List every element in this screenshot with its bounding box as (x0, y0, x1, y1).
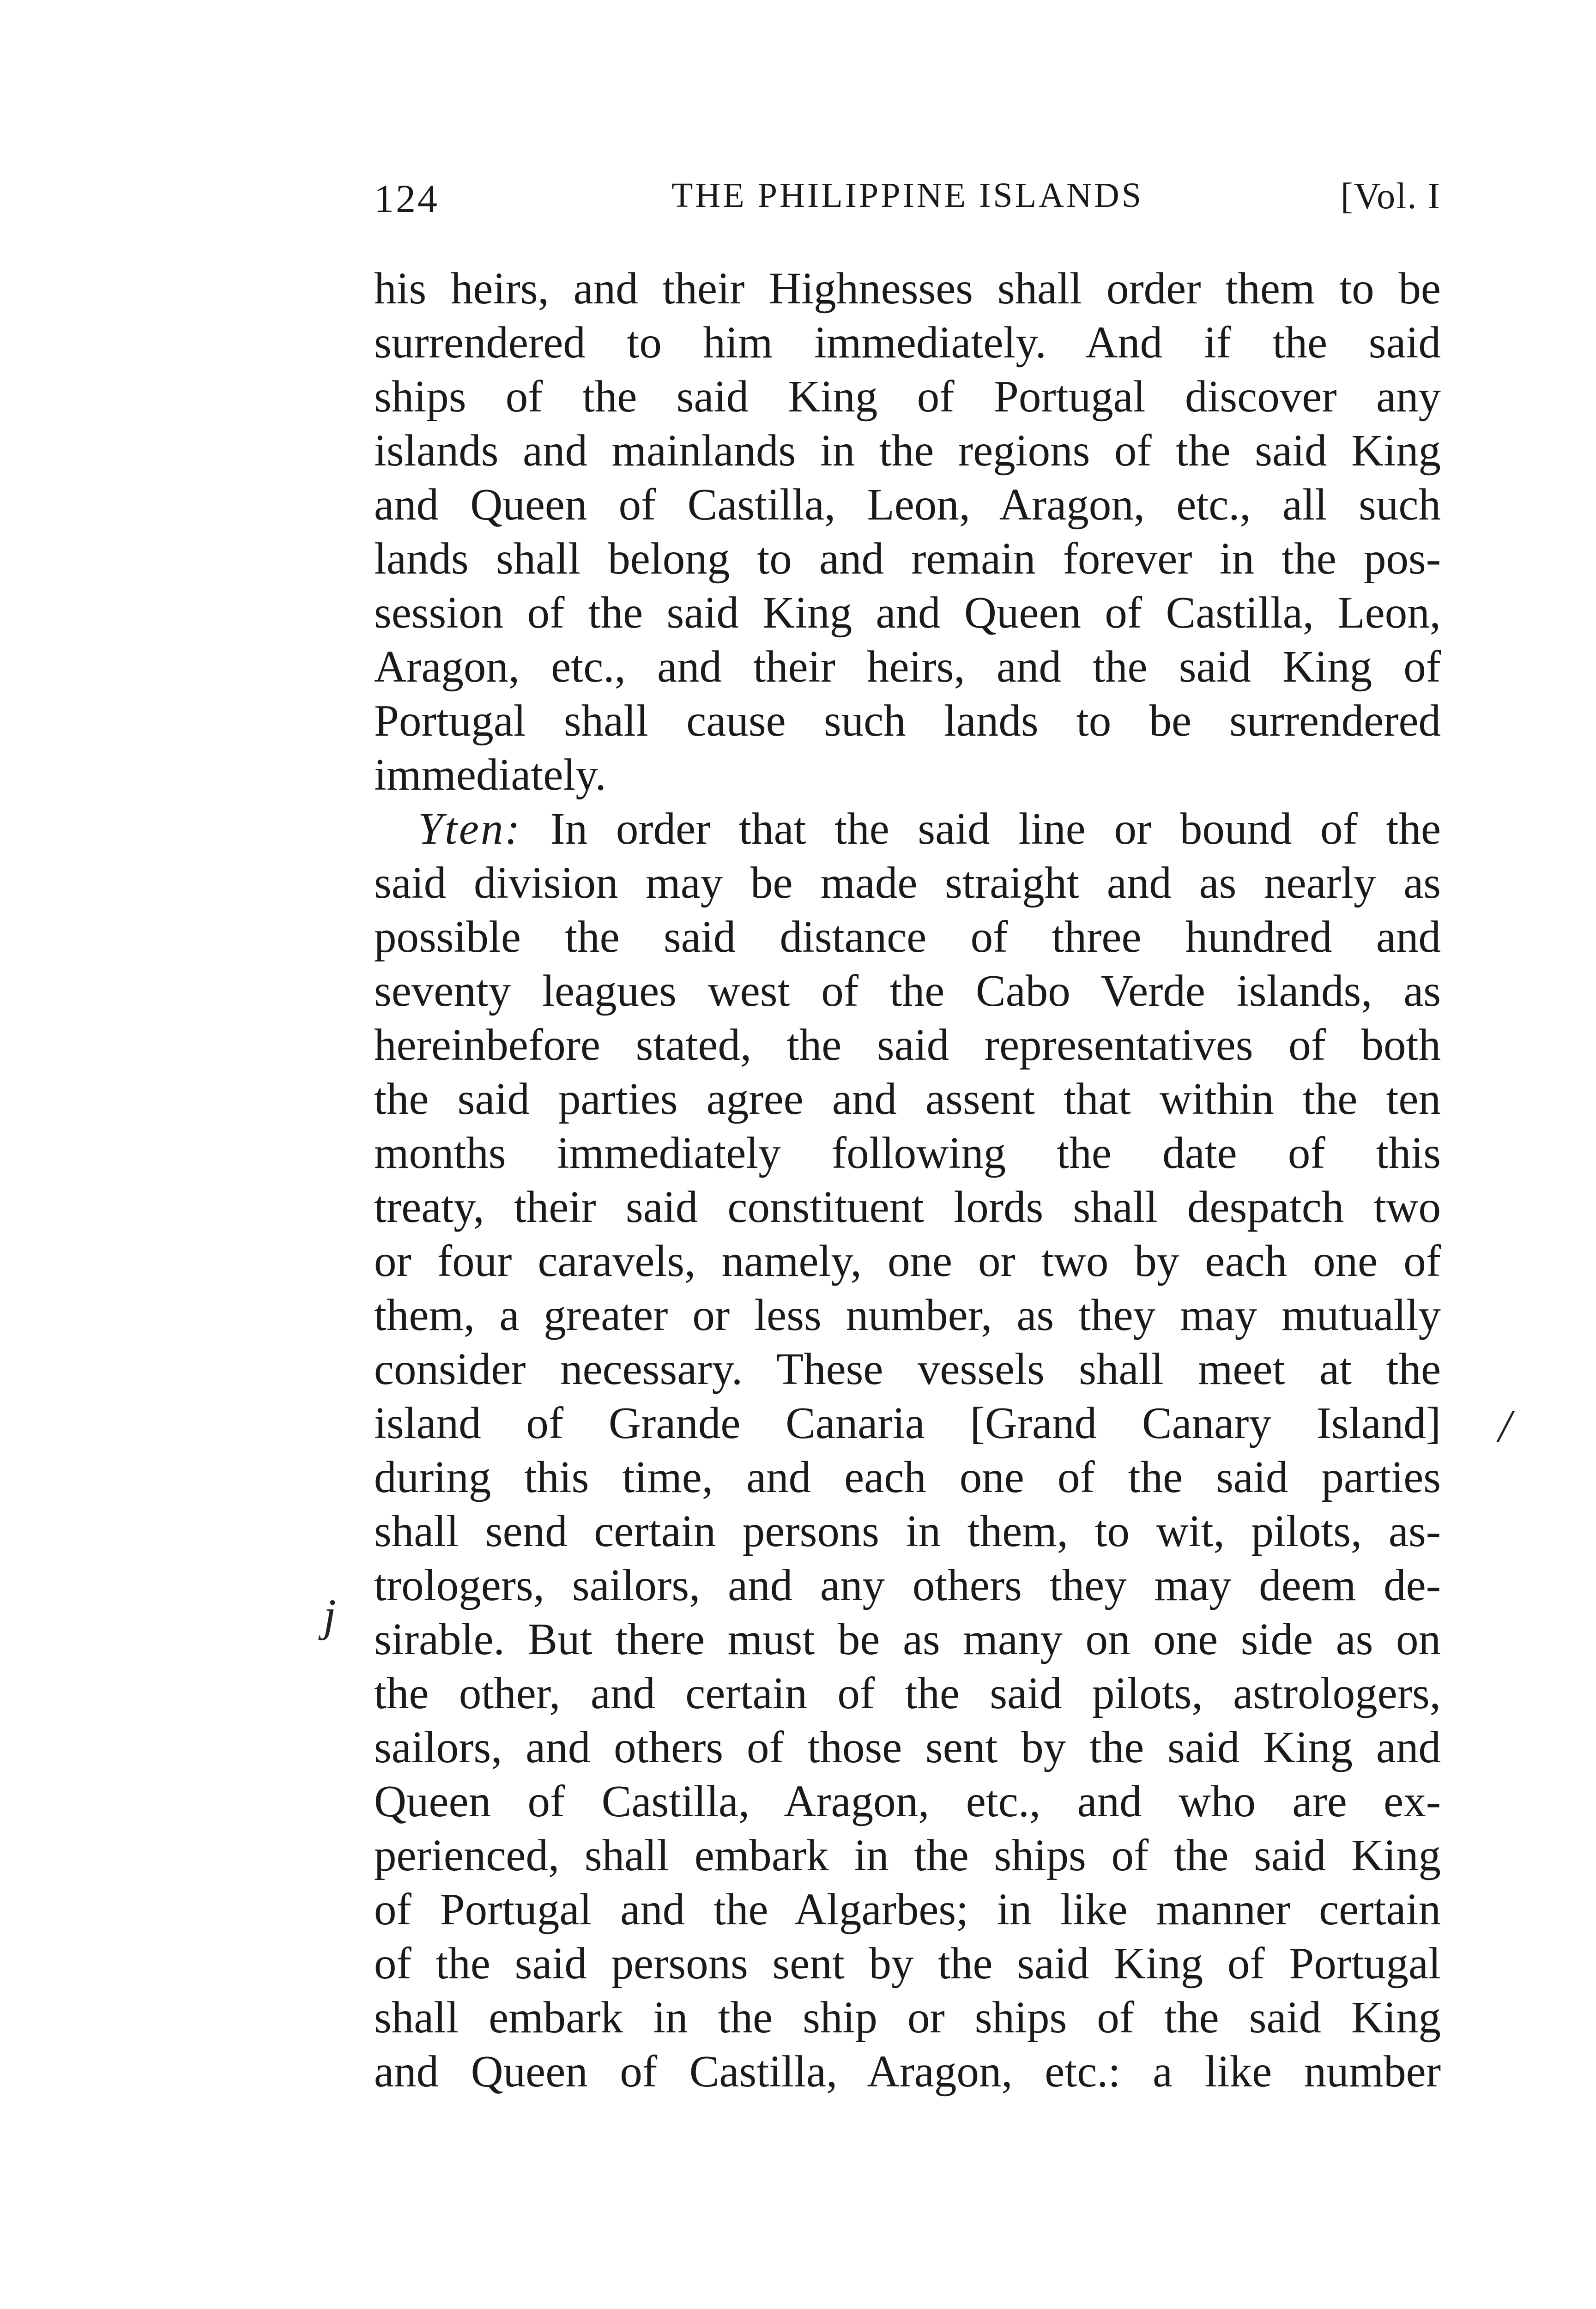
text-line: hereinbefore stated, the said representatives of both (374, 1020, 1441, 1070)
text-line: immediately. (374, 750, 606, 799)
running-title: THE PHILIPPINE ISLANDS (671, 176, 1143, 215)
text-line: sailors, and others of those sent by the said King and (374, 1723, 1441, 1772)
text-line: Aragon, etc., and their heirs, and the said King of (374, 642, 1441, 691)
margin-mark-left: j (323, 1590, 336, 1641)
text-line: treaty, their said constituent lords shall despatch two (374, 1182, 1441, 1232)
text-line: his heirs, and their Highnesses shall order them to be (374, 264, 1441, 313)
margin-mark-right: / (1499, 1400, 1511, 1451)
text-line: consider necessary. These vessels shall meet at the (374, 1344, 1441, 1394)
yten-label: Yten: (418, 804, 522, 853)
text-line: trologers, sailors, and any others they may deem de- (374, 1560, 1441, 1610)
text-line: islands and mainlands in the regions of the said King (374, 426, 1441, 475)
body-text (374, 261, 1441, 2098)
text-line: of the said persons sent by the said King of Portugal (374, 1939, 1441, 1988)
text-line: island of Grande Canaria [Grand Canary Island] (374, 1398, 1441, 1448)
text-line: perienced, shall embark in the ships of the said King (374, 1831, 1441, 1880)
paragraph-start-line (374, 802, 1441, 856)
text-line: and Queen of Castilla, Aragon, etc.: a like number (374, 2047, 1441, 2096)
text-line: Portugal shall cause such lands to be surrendered (374, 696, 1441, 745)
text-line: the other, and certain of the said pilots, astrologers, (374, 1668, 1441, 1718)
text-line: seventy leagues west of the Cabo Verde islands, as (374, 966, 1441, 1015)
page-number: 124 (374, 176, 439, 221)
text-line: sirable. But there must be as many on one side as on (374, 1614, 1441, 1664)
text-line: Queen of Castilla, Aragon, etc., and who are ex- (374, 1777, 1441, 1826)
text-line: ships of the said King of Portugal discover any (374, 372, 1441, 421)
text-line: lands shall belong to and remain forever in the pos- (374, 534, 1441, 583)
text-line: shall embark in the ship or ships of the said King (374, 1993, 1441, 2042)
text-line: during this time, and each one of the said parties (374, 1452, 1441, 1502)
page-header (374, 175, 1441, 231)
text-line: said division may be made straight and as nearly as (374, 858, 1441, 907)
paragraph-start-text: In order that the said line or bound of the (550, 804, 1441, 853)
volume-label: [Vol. I (1341, 176, 1441, 217)
text-line: shall send certain persons in them, to wit, pilots, as- (374, 1506, 1441, 1556)
text-line: possible the said distance of three hundred and (374, 912, 1441, 961)
text-line: and Queen of Castilla, Leon, Aragon, etc., all such (374, 480, 1441, 529)
text-line: months immediately following the date of this (374, 1128, 1441, 1178)
text-line: surrendered to him immediately. And if the said (374, 318, 1441, 367)
text-line: session of the said King and Queen of Castilla, Leon, (374, 588, 1441, 637)
text-line: or four caravels, namely, one or two by each one of (374, 1236, 1441, 1286)
text-line: them, a greater or less number, as they may mutually (374, 1290, 1441, 1340)
text-line: the said parties agree and assent that within the ten (374, 1074, 1441, 1124)
text-line: of Portugal and the Algarbes; in like manner certain (374, 1885, 1441, 1934)
